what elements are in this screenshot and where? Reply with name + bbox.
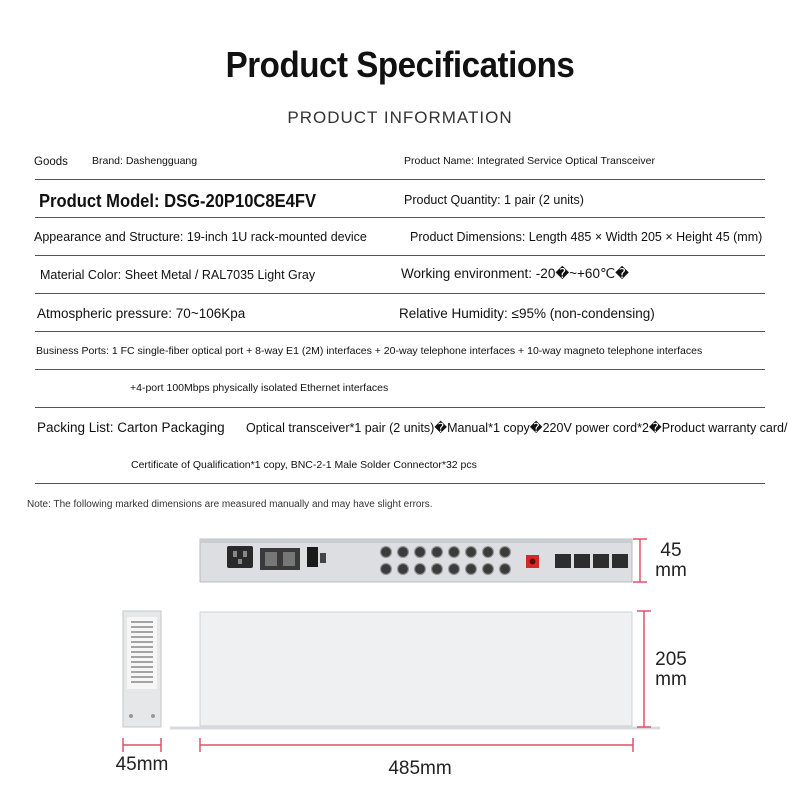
dimensions-text: Product Dimensions: Length 485 × Width 205 × Height 45 (mm) — [410, 230, 763, 244]
row-divider — [35, 255, 765, 256]
material-color-text: Material Color: Sheet Metal / RAL7035 Light Gray — [40, 268, 316, 282]
business-ports-text: Business Ports: 1 FC single-fiber optical port + 8-way E1 (2M) interfaces + 20-way telephone interfaces + 10-way magneto telephone interfaces — [36, 345, 703, 357]
depth-dimension-unit: mm — [655, 669, 687, 690]
height-dimension-label — [650, 541, 692, 581]
row-divider — [35, 179, 765, 180]
relative-humidity-text: Relative Humidity: ≤95% (non-condensing) — [399, 306, 655, 321]
height-dimension-value: 45 — [660, 540, 682, 561]
business-ports-text-2: +4-port 100Mbps physically isolated Ethernet interfaces — [130, 382, 389, 394]
structure-text: Appearance and Structure: 19-inch 1U rack-mounted device — [34, 230, 367, 244]
packing-list-label: Packing List: Carton Packaging — [37, 420, 225, 435]
packing-list-items-2: Certificate of Qualification*1 copy, BNC-2-1 Male Solder Connector*32 pcs — [131, 459, 477, 471]
working-environment-text: Working environment: -20�~+60℃� — [401, 266, 629, 281]
row-divider — [35, 483, 765, 484]
row-divider — [35, 217, 765, 218]
device-body — [170, 612, 660, 728]
measurement-note: Note: The following marked dimensions are measured manually and may have slight errors. — [27, 499, 433, 510]
product-quantity-text: Product Quantity: 1 pair (2 units) — [404, 193, 584, 207]
packing-list-items: Optical transceiver*1 pair (2 units)�Manual*1 copy�220V power cord*2�Product warranty card/ — [246, 421, 788, 435]
depth-dimension-value: 205 — [655, 649, 687, 670]
row-divider — [35, 293, 765, 294]
row-divider — [35, 407, 765, 408]
page-subtitle: PRODUCT INFORMATION — [287, 108, 513, 127]
product-model-text: Product Model: DSG-20P10C8E4FV — [39, 191, 316, 211]
front-panel — [200, 539, 632, 582]
length-dimension-label: 485mm — [388, 758, 452, 779]
side-view — [123, 611, 161, 727]
product-name-text: Product Name: Integrated Service Optical Transceiver — [404, 155, 655, 167]
brand-text: Brand: Dashengguang — [92, 155, 198, 167]
atmospheric-pressure-text: Atmospheric pressure: 70~106Kpa — [37, 306, 246, 321]
depth-dimension-label — [650, 650, 692, 690]
page-title: Product Specifications — [225, 44, 575, 85]
row-divider — [35, 331, 765, 332]
row-divider — [35, 369, 765, 370]
goods-label: Goods — [34, 156, 68, 168]
height-dimension-unit: mm — [655, 560, 687, 581]
side-width-dimension-label: 45mm — [115, 754, 169, 775]
